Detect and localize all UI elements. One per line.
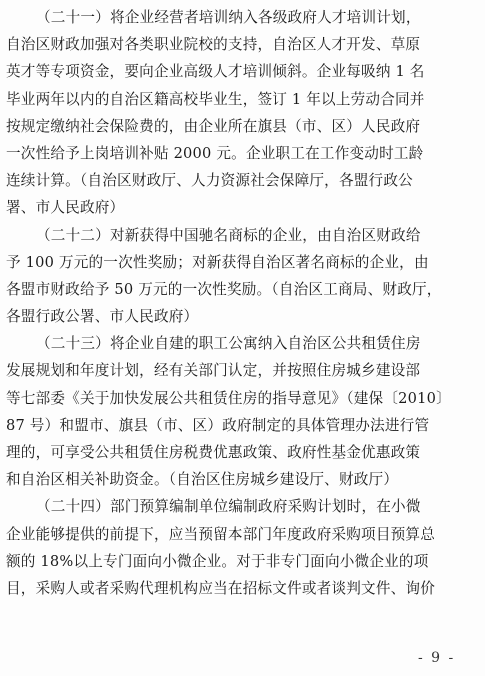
text-line: 署、市人民政府） [6,199,125,217]
text-line: 予 100 万元的一次性奖励；对新获得自治区著名商标的企业，由 [6,253,429,271]
paragraph-22 [6,222,478,331]
paragraph-24 [6,493,478,602]
text-line: （二十三）将企业自建的职工公寓纳入自治区公共租赁住房 [36,335,421,353]
text-line: （二十二）对新获得中国驰名商标的企业，由自治区财政给 [36,226,421,244]
text-line: 按规定缴纳社会保险费的，由企业所在旗县（市、区）人民政府 [6,117,421,135]
text-line: 87 号）和盟市、旗县（市、区）政府制定的具体管理办法进行管 [6,416,430,434]
text-line: 发展规划和年度计划，经有关部门认定，并按照住房城乡建设部 [6,362,421,380]
text-line: 各盟市财政给予 50 万元的一次性奖励。（自治区工商局、财政厅， [6,280,442,298]
text-line: 连续计算。（自治区财政厅、人力资源社会保障厅，各盟行政公 [6,172,413,190]
text-line: 企业能够提供的前提下，应当预留本部门年度政府采购项目预算总 [6,525,436,543]
text-line: 毕业两年以内的自治区籍高校毕业生，签订 1 年以上劳动合同并 [6,90,425,108]
text-line: 一次性给予上岗培训补贴 2000 元。企业职工在工作变动时工龄 [6,144,424,162]
text-line: 英才等专项资金，要向企业高级人才培训倾斜。企业每吸纳 1 名 [6,63,425,81]
text-line: 各盟行政公署、市人民政府） [6,308,199,326]
page-number: - 9 - [418,650,456,666]
text-line: 和自治区相关补助资金。（自治区住房城乡建设厅、财政厅） [6,471,399,489]
text-line: 理的，可享受公共租赁住房税费优惠政策、政府性基金优惠政策 [6,444,421,461]
document-body [6,4,478,602]
text-line: （二十一）将企业经营者培训纳入各级政府人才培训计划， [36,9,421,26]
paragraph-21 [6,4,478,222]
text-line: 等七部委《关于加快发展公共租赁住房的指导意见》（建保〔2010〕 [6,389,451,407]
paragraph-23 [6,330,478,493]
text-line: 自治区财政加强对各类职业院校的支持，自治区人才开发、草原 [6,36,421,54]
text-line: 目，采购人或者采购代理机构应当在招标文件或者谈判文件、询价 [6,579,436,597]
text-line: （二十四）部门预算编制单位编制政府采购计划时，在小微 [36,498,421,516]
text-line: 额的 18%以上专门面向小微企业。对于非专门面向小微企业的项 [6,552,429,570]
